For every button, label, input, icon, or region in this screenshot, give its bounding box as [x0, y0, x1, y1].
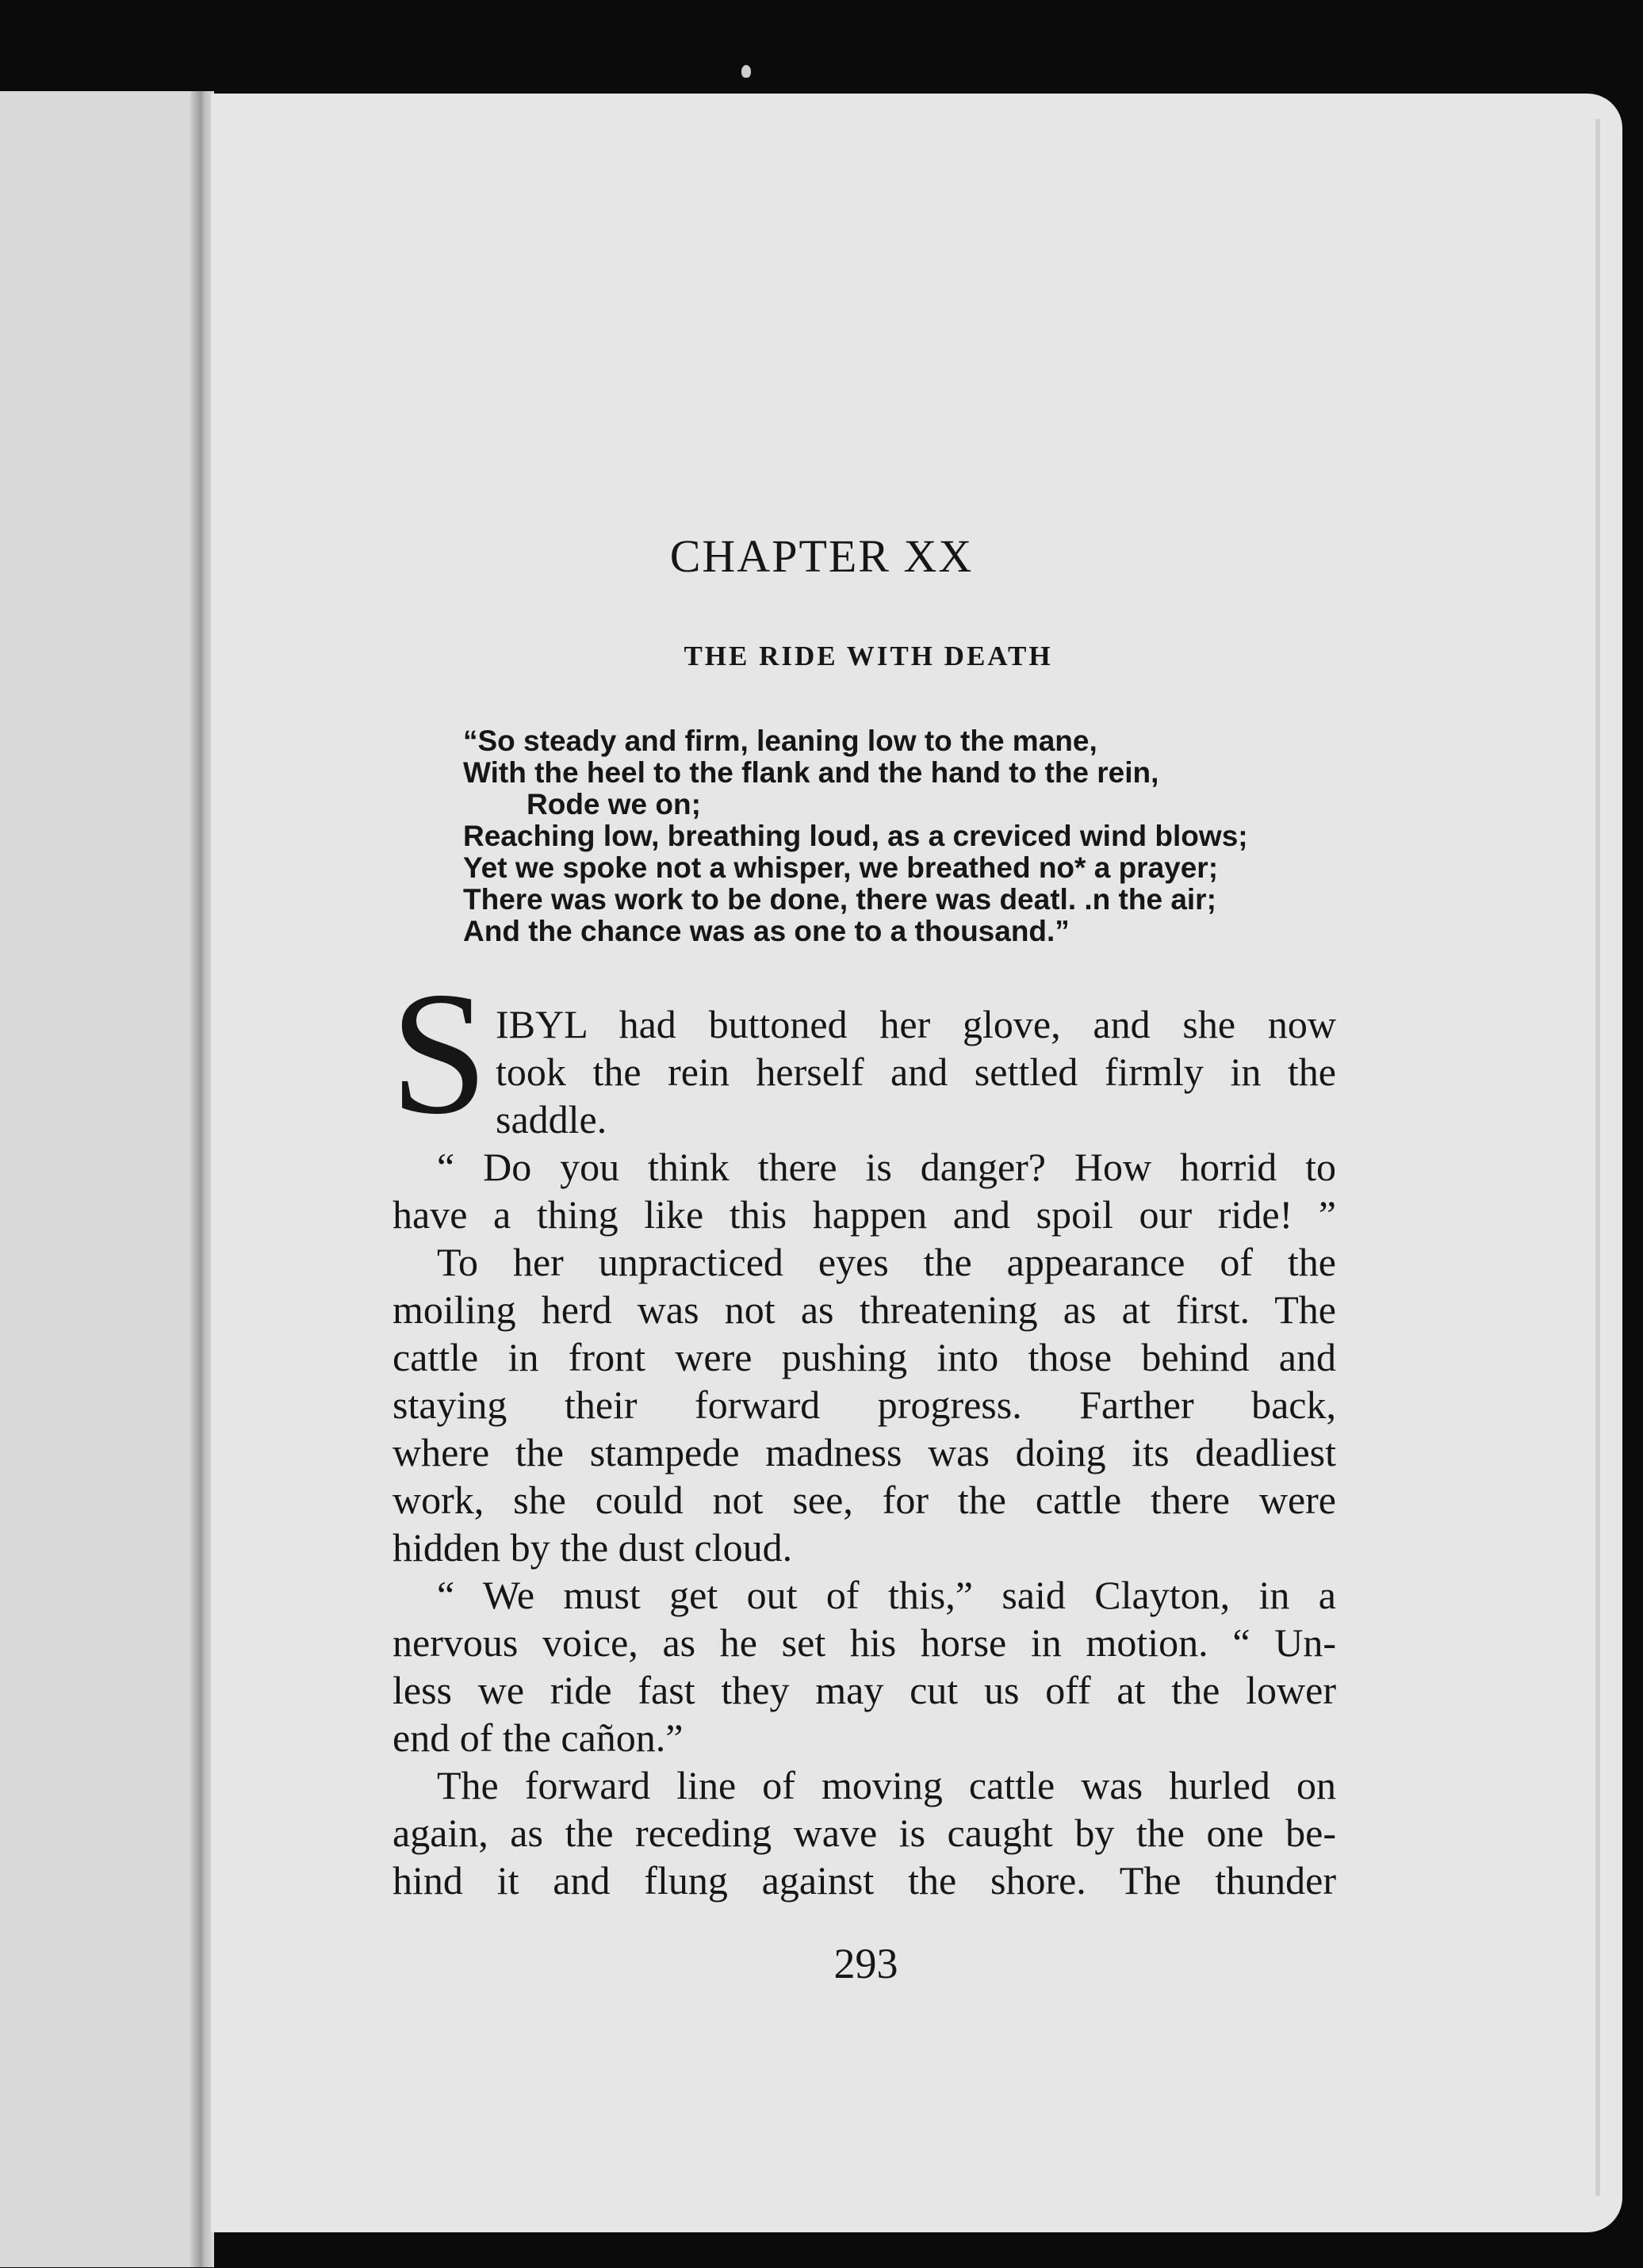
- body-text: [393, 1000, 1336, 1904]
- chapter-title: CHAPTER XX: [669, 530, 974, 582]
- text-line: again, as the receding wave is caught by the one be-: [393, 1811, 1336, 1855]
- text-line: work, she could not see, for the cattle there were: [393, 1478, 1336, 1522]
- text-line: staying their forward progress. Farther back,: [393, 1383, 1336, 1427]
- text-line: saddle.: [496, 1097, 607, 1142]
- text-line: IBYL had buttoned her glove, and she now: [496, 1002, 1336, 1046]
- text-line: hidden by the dust cloud.: [393, 1525, 793, 1570]
- epigraph-line: Yet we spoke not a whisper, we breathed no* a prayer;: [463, 851, 1219, 884]
- text-line: “ Do you think there is danger? How horrid to: [437, 1145, 1336, 1189]
- epigraph-line: Reaching low, breathing loud, as a creviced wind blows;: [463, 820, 1248, 852]
- text-line: moiling herd was not as threatening as at first. The: [393, 1287, 1336, 1332]
- epigraph-line: There was work to be done, there was deatl. .n the air;: [463, 883, 1216, 916]
- page-number: 293: [833, 1940, 898, 1987]
- text-line: “ We must get out of this,” said Clayton, in a: [437, 1573, 1336, 1617]
- text-line: The forward line of moving cattle was hurled on: [437, 1763, 1336, 1807]
- chapter-subtitle: THE RIDE WITH DEATH: [684, 641, 1053, 671]
- text-line: hind it and flung against the shore. The thunder: [393, 1858, 1336, 1903]
- text-line: end of the cañon.”: [393, 1715, 684, 1760]
- epigraph: [463, 725, 1335, 947]
- text-line: nervous voice, as he set his horse in motion. “ Un-: [393, 1620, 1336, 1665]
- text-line: have a thing like this happen and spoil our ride! ”: [393, 1192, 1336, 1237]
- text-line: cattle in front were pushing into those behind and: [393, 1335, 1336, 1379]
- epigraph-line: And the chance was as one to a thousand.”: [463, 915, 1070, 947]
- text-line: took the rein herself and settled firmly in the: [496, 1050, 1336, 1094]
- drop-cap: S: [390, 956, 488, 1151]
- page-edge-shadow: [1595, 119, 1600, 2196]
- scan-mark: [741, 65, 751, 78]
- epigraph-line: Rode we on;: [527, 788, 701, 820]
- epigraph-line: With the heel to the flank and the hand to the rein,: [463, 756, 1159, 789]
- text-line: where the stampede madness was doing its deadliest: [393, 1430, 1336, 1474]
- epigraph-line: “So steady and firm, leaning low to the mane,: [463, 725, 1097, 757]
- text-line: less we ride fast they may cut us off at the lower: [393, 1668, 1336, 1712]
- text-line: To her unpracticed eyes the appearance of the: [437, 1240, 1336, 1284]
